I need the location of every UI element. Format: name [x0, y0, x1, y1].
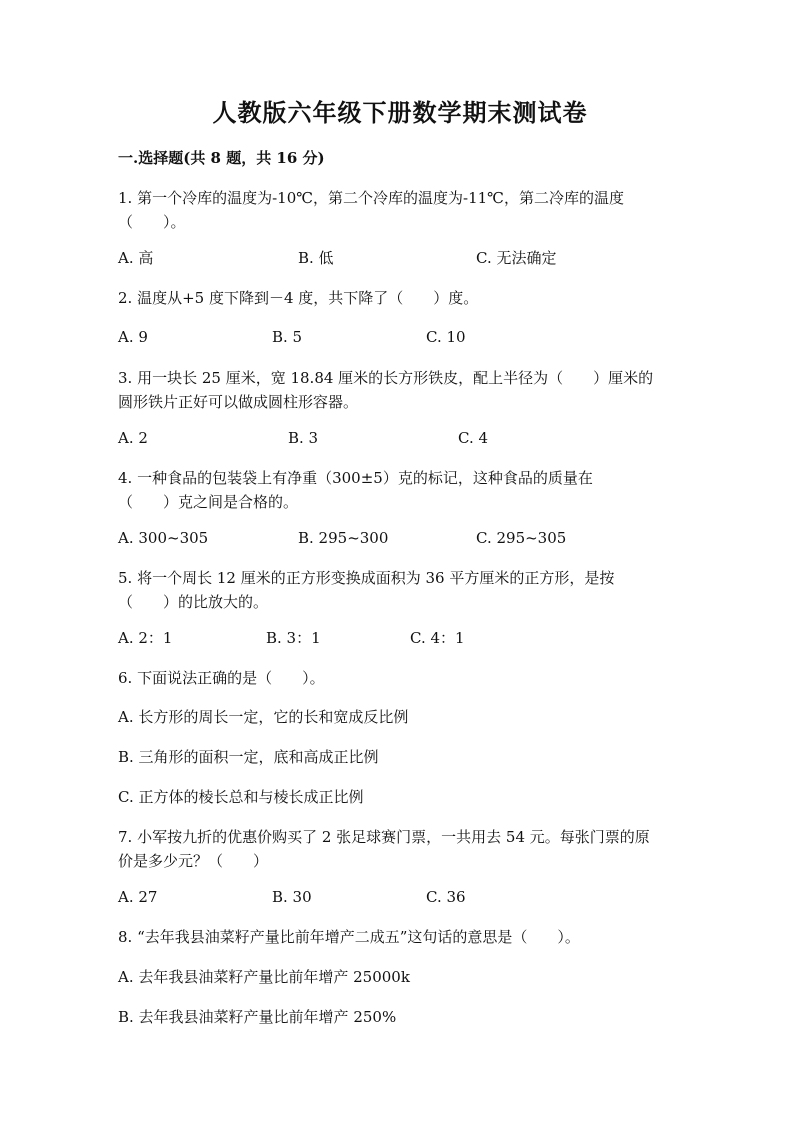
question-text-line: 圆形铁片正好可以做成圆柱形容器。 — [118, 393, 359, 411]
question-text-line: （ ）。 — [118, 213, 186, 231]
option-a: A. 300~305 — [118, 529, 209, 547]
option-a: A. 去年我县油菜籽产量比前年增产 25000k — [118, 968, 410, 986]
question-text-line: 1. 第一个冷库的温度为-10℃，第二个冷库的温度为-11℃，第二冷库的温度 — [118, 189, 624, 207]
question-text-line: 7. 小军按九折的优惠价购买了 2 张足球赛门票，一共用去 54 元。每张门票的原 — [118, 828, 650, 846]
question-1 — [118, 186, 624, 234]
option-b: B. 3：1 — [266, 629, 321, 647]
option-c: C. 4：1 — [410, 629, 465, 647]
question-5 — [118, 566, 614, 614]
question-4 — [118, 466, 593, 514]
option-b: B. 低 — [298, 249, 334, 267]
question-text-line: 5. 将一个周长 12 厘米的正方形变换成面积为 36 平方厘米的正方形，是按 — [118, 569, 615, 587]
option-c: C. 295~305 — [476, 529, 567, 547]
option-a: A. 27 — [118, 888, 158, 906]
question-text-line: 价是多少元？（ ） — [118, 852, 269, 870]
question-7 — [118, 825, 650, 873]
option-b: B. 30 — [272, 888, 312, 906]
option-a: A. 2：1 — [118, 629, 173, 647]
question-2 — [118, 286, 478, 310]
question-text-line: 4. 一种食品的包装袋上有净重（300±5）克的标记，这种食品的质量在 — [118, 469, 593, 487]
question-text-line: 8. “去年我县油菜籽产量比前年增产二成五”这句话的意思是（ ）。 — [118, 928, 580, 946]
option-a: A. 9 — [118, 328, 148, 346]
question-text-line: 6. 下面说法正确的是（ ）。 — [118, 669, 325, 687]
option-b: B. 5 — [272, 328, 303, 346]
question-text-line: 2. 温度从+5 度下降到－4 度，共下降了（ ）度。 — [118, 289, 479, 307]
question-8 — [118, 925, 580, 949]
question-3 — [118, 366, 653, 414]
option-c: C. 4 — [458, 429, 489, 447]
option-c: C. 36 — [426, 888, 466, 906]
option-b: B. 295~300 — [298, 529, 389, 547]
page-title: 人教版六年级下册数学期末测试卷 — [212, 98, 588, 127]
section-heading: 一.选择题(共 8 题，共 16 分) — [118, 149, 325, 167]
question-text-line: （ ）的比放大的。 — [118, 593, 269, 611]
option-b: B. 去年我县油菜籽产量比前年增产 250% — [118, 1008, 397, 1026]
option-c: C. 正方体的棱长总和与棱长成正比例 — [118, 788, 364, 806]
question-6 — [118, 666, 325, 690]
option-c: C. 无法确定 — [476, 249, 557, 267]
option-c: C. 10 — [426, 328, 466, 346]
question-text-line: （ ）克之间是合格的。 — [118, 493, 299, 511]
option-b: B. 三角形的面积一定，底和高成正比例 — [118, 748, 379, 766]
option-a: A. 2 — [118, 429, 148, 447]
question-text-line: 3. 用一块长 25 厘米，宽 18.84 厘米的长方形铁皮，配上半径为（ ）厘米的 — [118, 369, 654, 387]
option-b: B. 3 — [288, 429, 319, 447]
option-a: A. 高 — [118, 249, 154, 267]
option-a: A. 长方形的周长一定，它的长和宽成反比例 — [118, 708, 409, 726]
